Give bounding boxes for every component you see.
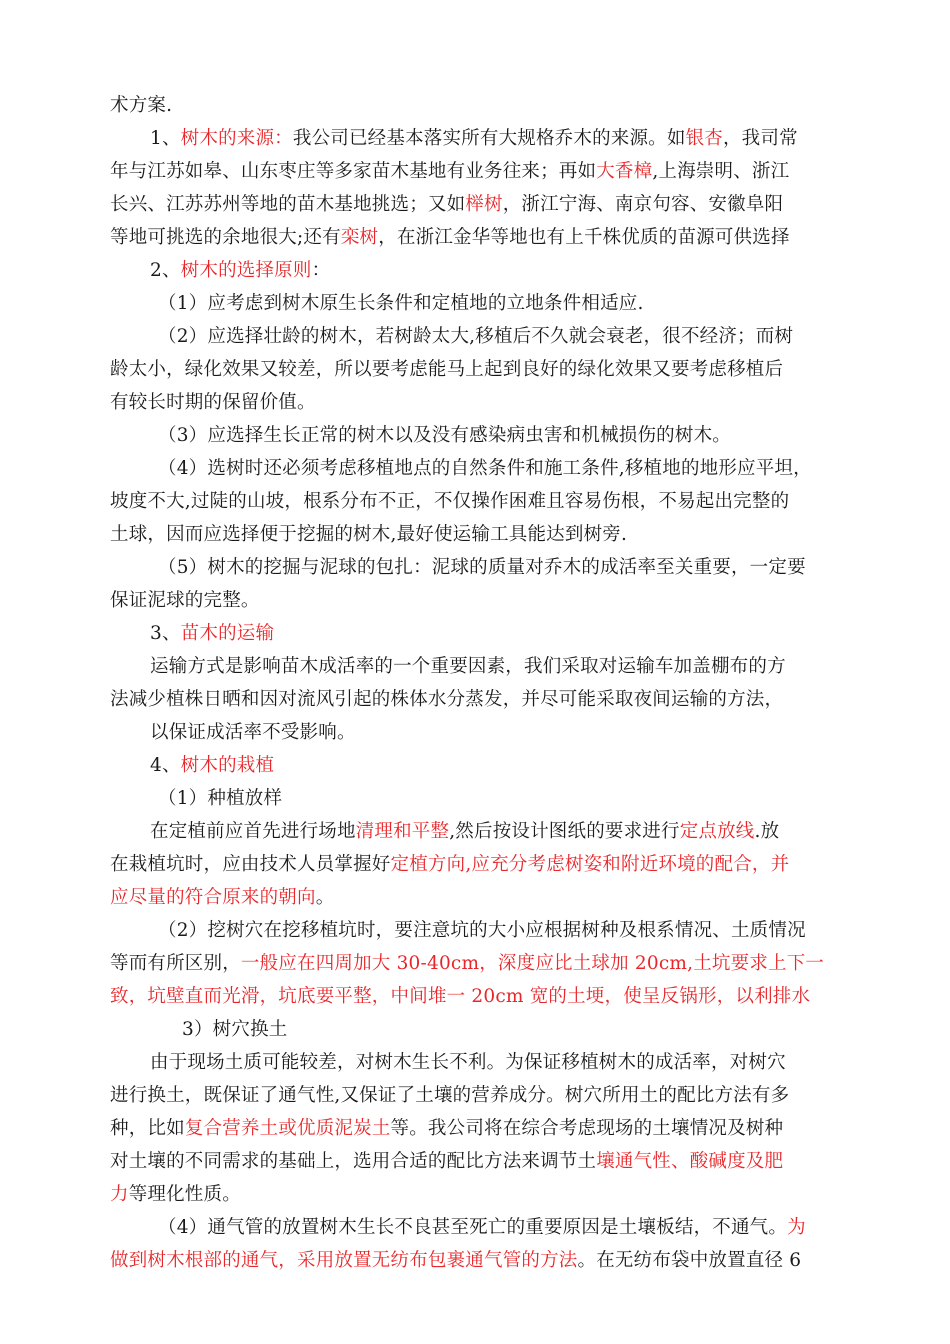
highlighted-text: 复合营养土或优质泥炭土 [184,1118,391,1139]
text-line [110,979,810,1015]
highlighted-text: 树木的来源： [180,128,293,149]
text-line [158,319,793,355]
highlighted-text: 树木的栽植 [180,755,275,776]
body-text: 术方案. [110,95,173,116]
text-line [110,88,172,124]
body-text: 坡度不大,过陡的山坡，根系分布不正，不仅操作困难且容易伤根，不易起出完整的 [110,491,790,512]
text-line [110,1111,783,1147]
highlighted-text: 一般应在四周加大 30-40cm，深度应比土球加 20cm,土坑要求上下一 [240,953,825,974]
body-text: 。 [315,887,335,908]
body-text: 长兴、江苏苏州等地的苗木基地挑选；又如 [110,194,466,215]
text-line [110,946,824,982]
body-text: 4、 [150,755,181,776]
text-line [110,847,789,883]
highlighted-text: 致，坑壁直而光滑，坑底要平整，中间堆一 20cm 宽的土埂，使呈反锅形，以利排水 [110,986,811,1007]
highlighted-text: 大香樟 [596,161,653,182]
body-text: ,上海崇明、浙江 [652,161,790,182]
body-text: 我公司已经基本落实所有大规格乔木的来源。如 [292,128,686,149]
highlighted-text: 榉树 [465,194,503,215]
body-text: 土球，因而应选择便于挖掘的树木,最好使运输工具能达到树旁. [110,524,628,545]
body-text: 保证泥球的完整。 [110,590,260,611]
highlighted-text: 树木的选择原则 [180,260,312,281]
body-text: ： [311,260,331,281]
text-line [110,880,334,916]
text-line [110,682,783,718]
text-line [158,286,644,322]
body-text: 等地可挑选的余地很大;还有 [110,227,341,248]
body-text: 等。我公司将在综合考虑现场的土壤情况及树种 [390,1118,784,1139]
body-text: 。在无纺布袋中放置直径 6 [577,1250,802,1271]
highlighted-text: 栾树 [340,227,379,248]
body-text: 进行换土，既保证了通气性,又保证了土壤的营养成分。树穴所用土的配比方法有多 [110,1085,790,1106]
text-line [150,616,274,652]
text-line [110,1243,801,1279]
text-line [110,583,260,619]
text-line [110,385,316,421]
text-line [110,1144,783,1180]
text-line [150,814,779,850]
body-text: 由于现场土质可能较差，对树木生长不利。为保证移植树木的成活率，对树穴 [150,1052,786,1073]
body-text: 2、 [150,260,181,281]
text-line [158,418,731,454]
body-text: 在定植前应首先进行场地 [150,821,356,842]
highlighted-text: 定点放线 [679,821,755,842]
text-line [150,253,330,289]
text-line [158,913,806,949]
text-line [110,187,783,223]
body-text: （4）选树时还必须考虑移植地点的自然条件和施工条件,移植地的地形应平坦， [158,458,812,479]
text-line [150,748,274,784]
body-text: 法减少植株日晒和因对流风引起的株体水分蒸发，并尽可能采取夜间运输的方法， [110,689,784,710]
text-line [110,352,783,388]
highlighted-text: 苗木的运输 [180,623,275,644]
body-text: 年与江苏如皋、山东枣庄等多家苗木基地有业务往来；再如 [110,161,597,182]
body-text: （3）应选择生长正常的树木以及没有感染病虫害和机械损伤的树木。 [158,425,731,446]
body-text: （2）挖树穴在挖移植坑时，要注意坑的大小应根据树种及根系情况、土质情况 [158,920,806,941]
text-line [110,1078,789,1114]
text-line [110,220,790,256]
text-line [110,517,627,553]
text-line [150,121,798,157]
text-line [110,154,789,190]
body-text: 等理化性质。 [128,1184,241,1205]
highlighted-text: 做到树木根部的通气，采用放置无纺布包裹通气管的方法 [110,1250,578,1271]
body-text: 种，比如 [110,1118,185,1139]
text-line [158,781,282,817]
highlighted-text: 壤通气性、酸碱度及肥 [596,1151,784,1172]
text-line [158,550,806,586]
body-text: 以保证成活率不受影响。 [150,722,356,743]
highlighted-text: 为 [787,1217,806,1238]
text-line [110,484,789,520]
body-text: ,然后按设计图纸的要求进行 [449,821,680,842]
text-line [110,1177,241,1213]
text-line [182,1012,287,1048]
body-text: ，我司常 [722,128,798,149]
body-text: 1、 [150,128,181,149]
body-text: 有较长时期的保留价值。 [110,392,316,413]
text-line [150,1045,786,1081]
text-line [158,451,812,487]
body-text: ，浙江宁海、南京句容、安徽阜阳 [502,194,784,215]
body-text: （4）通气管的放置树木生长不良甚至死亡的重要原因是土壤板结，不通气。 [158,1217,788,1238]
body-text: 在栽植坑时，应由技术人员掌握好 [110,854,391,875]
text-line [150,715,356,751]
text-line [150,649,786,685]
highlighted-text: 力 [110,1184,129,1205]
highlighted-text: 应尽量的符合原来的朝向 [110,887,316,908]
body-text: .放 [754,821,780,842]
body-text: 等而有所区别， [110,953,241,974]
highlighted-text: 定植方向,应充分考虑树姿和附近环境的配合，并 [390,854,790,875]
highlighted-text: 银杏 [685,128,723,149]
body-text: 龄太小，绿化效果又较差，所以要考虑能马上起到良好的绿化效果又要考虑移植后 [110,359,784,380]
body-text: 3、 [150,623,181,644]
body-text: （1）应考虑到树木原生长条件和定植地的立地条件相适应. [158,293,644,314]
highlighted-text: 清理和平整 [355,821,450,842]
body-text: 对土壤的不同需求的基础上，选用合适的配比方法来调节土 [110,1151,597,1172]
body-text: ，在浙江金华等地也有上千株优质的苗源可供选择 [378,227,790,248]
text-line [158,1210,806,1246]
body-text: 运输方式是影响苗木成活率的一个重要因素，我们采取对运输车加盖棚布的方 [150,656,786,677]
body-text: （1）种植放样 [158,788,283,809]
body-text: 3）树穴换土 [182,1019,288,1040]
body-text: （2）应选择壮龄的树木，若树龄太大,移植后不久就会衰老，很不经济；而树 [158,326,794,347]
body-text: （5）树木的挖掘与泥球的包扎：泥球的质量对乔木的成活率至关重要，一定要 [158,557,806,578]
